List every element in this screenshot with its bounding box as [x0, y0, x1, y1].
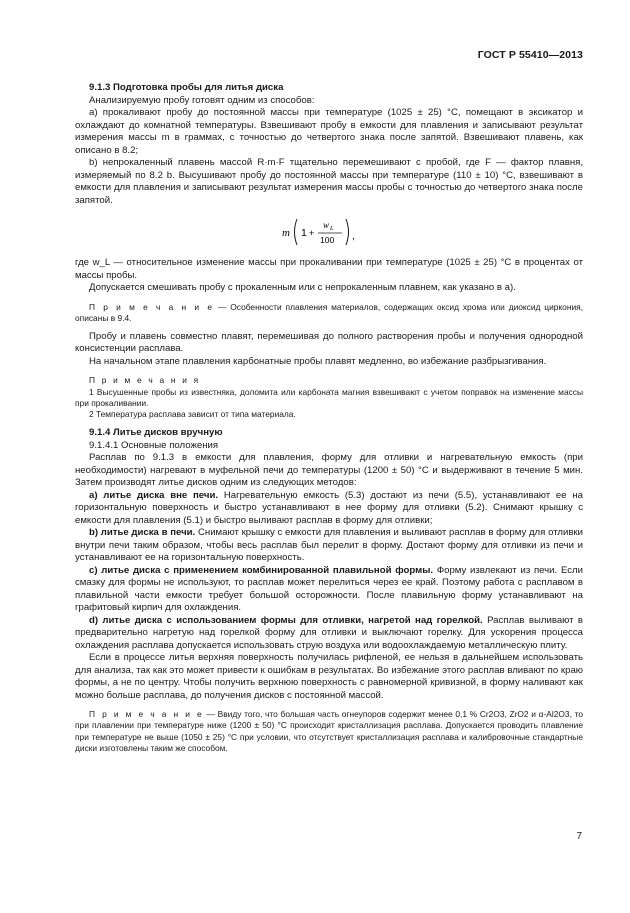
method-c-label: с) литье диска с применением комбинированной плавильной формы. [89, 564, 434, 576]
section-title-9-1-4: 9.1.4 Литье дисков вручную [89, 427, 223, 439]
page-number: 7 [576, 831, 582, 842]
note [75, 302, 583, 324]
notes-label: П р и м е ч а н и я [89, 375, 201, 386]
note-label: П р и м е ч а н и е [89, 301, 215, 312]
formula-graphic [280, 214, 390, 250]
method-b-text: Снимают крышку с емкости для плавления и выливают расплав в форму для отливки внутри печи таким образом, чтобы весь расплав был перелит в форму. Достают форму для отливки из печи и устанавливают ее на горизонтальную поверхность. [75, 527, 583, 564]
method-a [75, 490, 583, 528]
note-text: — Ввиду того, что большая часть огнеупоров содержит менее 0,1 % Cr2O3, ZrO2 и α-Al2O3, то при плавлении при температуре ниже (1200 ± 50) °С происходит кристаллизация расплава. Допускается проводить плавление при температуре не выше (1050 ± 25) °С при условии, что отсутствует кристаллизация расплава и калибровочные стандартные диски изготовлены таким же способом. [75, 709, 583, 753]
paragraph: Пробу и плавень совместно плавят, перемешивая до полного растворения пробы и получения однородной консистенции расплава. [75, 330, 583, 355]
formula-numerator: w [323, 220, 330, 230]
method-d-text: Расплав выливают в предварительно нагретую над горелкой форму для отливки и выключают горелку. Для ускорения процесса охлаждения расплава допускается использовать струю воздуха или водоохлаждаемую металлическую плиту. [75, 614, 583, 651]
formula-explanation: где w_L — относительное изменение массы при прокаливании при температуре (1025 ± 25) °С в процентах от массы пробы. [75, 257, 583, 281]
formula-numerator-sub: L [330, 226, 334, 232]
method-c [75, 565, 583, 615]
paragraph: Допускается смешивать пробу с прокаленным или с непрокаленным плавнем, как указано в а). [89, 282, 516, 293]
page-content [75, 82, 583, 754]
formula-left-paren [295, 219, 298, 245]
paragraph: На начальном этапе плавления карбонатные пробы плавят медленно, во избежание разбрызгивания. [89, 355, 547, 367]
note-2: 2 Температура расплава зависит от типа материала. [89, 409, 296, 420]
list-item-b: b) непрокаленный плавень массой R·m·F тщательно перемешивают с пробой, где F — фактор плавня, измеряемый по 8.2 b. Высушивают пробу до постоянной массы при температуре (110 ± 10) °С, взвешивают в емкости для плавления и записывают результат измерения массы пробы с точностью до четвертого знака после запятой. [75, 157, 583, 206]
formula-right-paren [346, 219, 349, 245]
document-header: ГОСТ Р 55410—2013 [477, 49, 583, 61]
note [75, 709, 583, 754]
method-d-label: d) литье диска с использованием формы для отливки, нагретой над горелкой. [89, 614, 483, 626]
formula-comma: , [352, 231, 355, 242]
note-1: 1 Высушенные пробы из известняка, доломита или карбоната магния взвешивают с учетом поправок на изменение массы при прокаливании. [75, 386, 583, 408]
note-label: П р и м е ч а н и е [89, 709, 204, 720]
note-text: — Особенности плавления материалов, содержащих оксид хрома или диоксид циркония, описаны в 9.4. [75, 301, 583, 323]
method-d [75, 615, 583, 653]
method-b [75, 527, 583, 565]
formula-one: 1 [301, 227, 307, 239]
formula-m: m [282, 227, 290, 239]
method-c-text: Форму извлекают из печи. Если смазку для формы не используют, то расплав может перелиться через ее край. Поэтому работа с расплавом в плавильной части емкости требует большой осторожности. После плавильную форму устанавливают на графитовый кирпич для охлаждения. [75, 564, 583, 614]
subsection-title-9-1-4-1: 9.1.4.1 Основные положения [89, 439, 219, 451]
formula-denominator: 100 [320, 235, 335, 245]
paragraph: Расплав по 9.1.3 в емкости для плавления, форму для отливки и нагревательную емкость (при необходимости) нагревают в муфельной печи до температуры (1200 ± 50) °С и выдерживают в течение 5 мин. Затем производят литье дисков одним из следующих методов: [75, 452, 583, 489]
method-a-label: а) литье диска вне печи. [89, 489, 219, 501]
formula-plus: + [309, 228, 315, 238]
method-a-text: Нагревательную емкость (5.3) достают из печи (5.5), устанавливают ее на горизонтальную поверхность и быстро устанавливают в нее форму для отливки (5.2). Снимают крышку с емкости для плавления (5.1) и быстро выливают расплав в форму для отливки; [75, 489, 583, 526]
list-item-a: а) прокаливают пробу до постоянной массы при температуре (1025 ± 25) °С, помещают в эксикатор и охлаждают до комнатной температуры. Взвешивают пробу в емкости для плавления и записывают результат измерения массы m в граммах, с точностью до четвертого знака после запятой. Взвешивают плавень, как описано в 8.2; [75, 107, 583, 156]
section-title-9-1-3: 9.1.3 Подготовка пробы для литья диска [89, 82, 284, 93]
paragraph: Анализируемую пробу готовят одним из способов: [89, 94, 315, 106]
method-b-label: b) литье диска в печи. [89, 527, 196, 539]
paragraph: Если в процессе литья верхняя поверхность получилась рифленой, ее нельзя в дальнейшем использовать для анализа, так как это может привести к ошибкам в результатах. Во избежание этого расплав вливают по краю формы, а не по центру. Чтобы получить верхнюю поверхность с равномерной кривизной, в форму наливают как можно больше расплава, до получения дисков с постоянной массой. [75, 652, 583, 701]
mass-formula [75, 214, 583, 250]
